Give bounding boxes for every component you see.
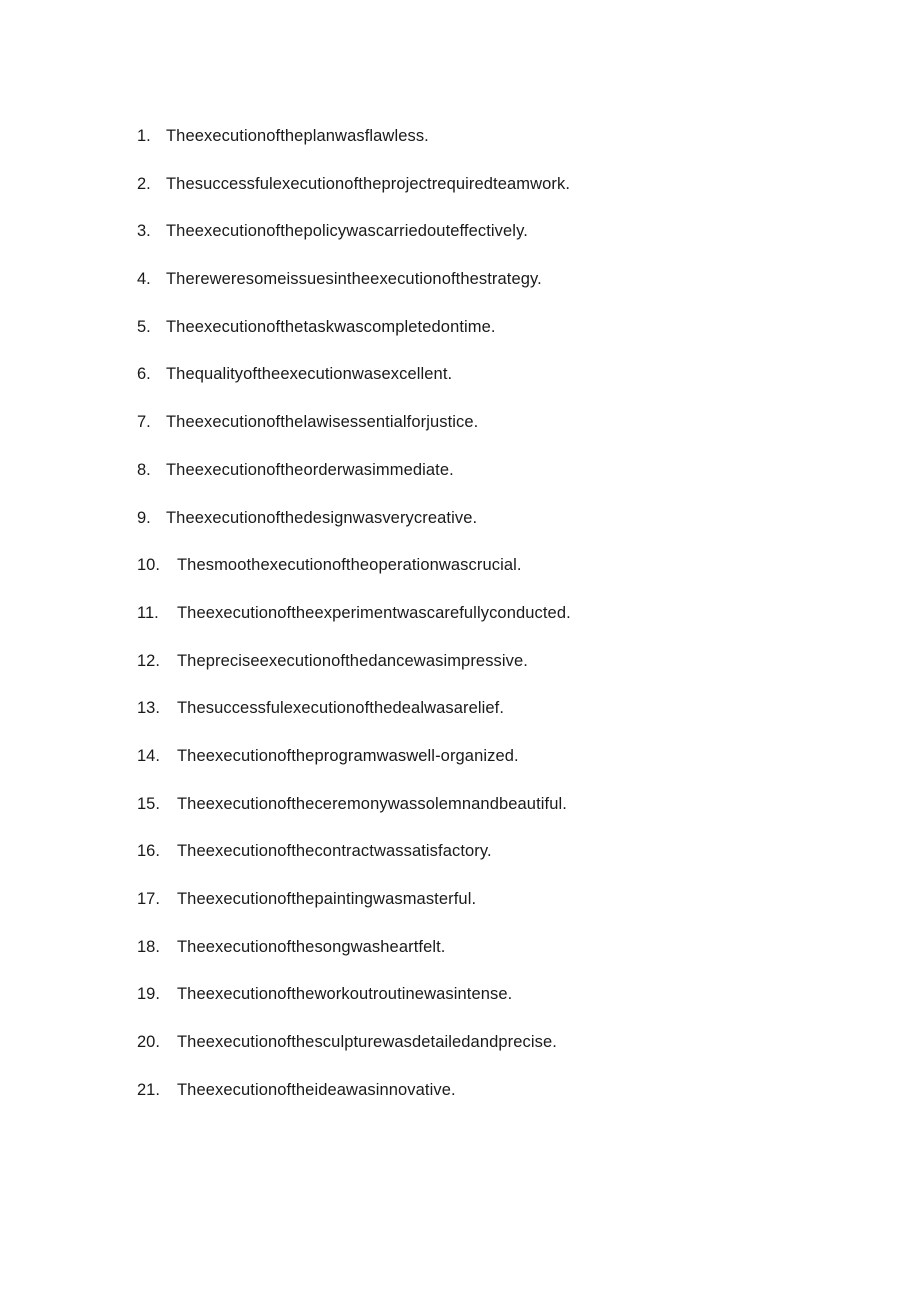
item-number: 7. xyxy=(137,413,151,432)
item-text: Thereweresomeissuesintheexecutionofthestrategy. xyxy=(166,270,542,289)
item-text: Theexecutionofthesculpturewasdetailedandprecise. xyxy=(177,1033,557,1052)
item-text: Thepreciseexecutionofthedancewasimpressive. xyxy=(177,651,528,670)
item-number: 6. xyxy=(137,365,151,384)
item-text: Theexecutionofthecontractwassatisfactory. xyxy=(177,842,492,861)
item-text: Theexecutionofthedesignwasverycreative. xyxy=(166,508,478,527)
list-item xyxy=(137,792,571,840)
item-number: 4. xyxy=(137,270,151,289)
list-item xyxy=(137,506,571,554)
item-text: Theexecutionofthesongwasheartfelt. xyxy=(177,937,446,956)
item-text: Thesuccessfulexecutionofthedealwasarelief. xyxy=(177,699,505,718)
item-number: 3. xyxy=(137,222,151,241)
item-number: 9. xyxy=(137,508,151,527)
item-number: 8. xyxy=(137,460,151,479)
item-number: 11. xyxy=(137,603,159,622)
list-item xyxy=(137,839,571,887)
list-item xyxy=(137,935,571,983)
item-text: Thesmoothexecutionoftheoperationwascrucial. xyxy=(177,556,522,575)
item-text: Thesuccessfulexecutionoftheprojectrequiredteamwork. xyxy=(166,174,571,193)
item-number: 13. xyxy=(137,699,160,718)
item-text: Theexecutionoftheceremonywassolemnandbeautiful. xyxy=(177,794,567,813)
item-number: 2. xyxy=(137,174,151,193)
item-number: 14. xyxy=(137,746,160,765)
list-item xyxy=(137,649,571,697)
item-number: 20. xyxy=(137,1033,160,1052)
item-number: 12. xyxy=(137,651,160,670)
list-item xyxy=(137,744,571,792)
item-number: 21. xyxy=(137,1080,160,1099)
list-item xyxy=(137,124,571,172)
item-text: Theexecutionofthepolicywascarriedouteffectively. xyxy=(166,222,528,241)
list-item xyxy=(137,1030,571,1078)
list-item xyxy=(137,172,571,220)
item-number: 10. xyxy=(137,556,160,575)
list-item xyxy=(137,553,571,601)
item-text: Theexecutionofthetaskwascompletedontime. xyxy=(166,317,496,336)
item-text: Theexecutionoftheplanwasflawless. xyxy=(166,127,429,145)
list-item xyxy=(137,1078,571,1126)
list-item xyxy=(137,601,571,649)
list-item xyxy=(137,410,571,458)
sentence-list xyxy=(137,124,571,1125)
item-number: 18. xyxy=(137,937,160,956)
list-item xyxy=(137,219,571,267)
item-number: 1. xyxy=(137,127,151,145)
list-item xyxy=(137,315,571,363)
list-item xyxy=(137,267,571,315)
item-text: Theexecutionofthepaintingwasmasterful. xyxy=(177,890,477,908)
list-item xyxy=(137,696,571,744)
list-item xyxy=(137,362,571,410)
item-text: Thequalityoftheexecutionwasexcellent. xyxy=(166,365,453,384)
item-number: 15. xyxy=(137,794,160,813)
item-text: Theexecutionoftheorderwasimmediate. xyxy=(166,460,454,479)
item-number: 17. xyxy=(137,890,160,908)
item-number: 5. xyxy=(137,317,151,336)
item-text: Theexecutionoftheprogramwaswell-organized. xyxy=(177,746,519,765)
list-item xyxy=(137,458,571,506)
item-number: 16. xyxy=(137,842,160,861)
item-text: Theexecutionofthelawisessentialforjustice. xyxy=(166,413,479,432)
item-number: 19. xyxy=(137,985,160,1004)
list-item xyxy=(137,887,571,935)
item-text: Theexecutionoftheexperimentwascarefullyconducted. xyxy=(177,603,571,622)
item-text: Theexecutionoftheworkoutroutinewasintense. xyxy=(177,985,513,1004)
item-text: Theexecutionoftheideawasinnovative. xyxy=(177,1080,456,1099)
list-item xyxy=(137,982,571,1030)
